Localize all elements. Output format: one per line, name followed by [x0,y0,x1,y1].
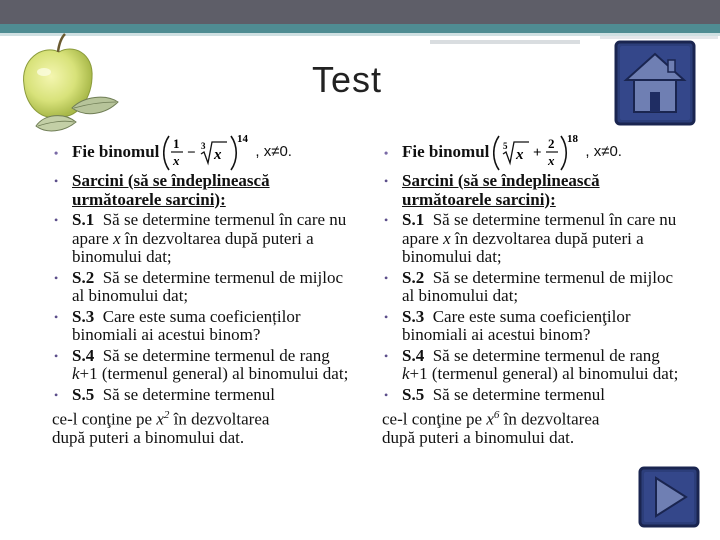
task-s3 [382,308,682,345]
binomial-formula [493,132,581,172]
list-item [382,172,682,209]
svg-text:2: 2 [548,136,555,151]
task-code: S.2 [402,267,425,287]
binomial-lead: Fie binomul [402,141,490,161]
task-code: S.4 [402,345,425,365]
task-s2 [52,269,352,306]
task-text: Să se determine termenul de rang k+1 (termenul general) al binomului dat; [72,345,349,383]
task-code: S.1 [72,210,95,229]
task-s5-continued: ce-l conţine pe $x^6$ în dezvoltarea după puteri a binomului dat. [382,409,600,448]
top-strip [600,36,718,39]
task-text: Să se determine termenul de mijloc al binomului dat; [402,267,674,305]
svg-text:14: 14 [237,133,249,145]
task-s5 [382,386,682,405]
bullet-icon: • [54,387,59,402]
bullet-icon: • [54,270,59,285]
binomial-statement [52,132,352,172]
bullet-icon: • [54,309,59,324]
tasks-heading: Sarcini (să se îndeplinească următoarele sarcini): [72,171,270,209]
home-button[interactable] [614,40,696,126]
svg-text:−: − [187,145,196,161]
binomial-condition: , x≠0. [585,142,622,160]
task-text: Să se determine termenul de mijloc al binomului dat; [72,267,344,305]
task-text: Să se determine termenul de rang k+1 (termenul general) al binomului dat; [402,345,679,383]
bullet-icon: • [384,213,389,227]
task-text: Care este suma coeficienților binomiali ai acestui binom? [72,306,301,344]
task-s3 [52,308,352,345]
svg-text:5: 5 [503,141,508,151]
bullet-icon: • [54,174,59,188]
task-text: Să se determine termenul în care nu apare x în dezvoltarea după puteri a binomului dat; [402,210,677,266]
task-s1 [382,211,682,267]
task-text: Să se determine termenul [432,384,606,404]
bullet-icon: • [54,146,59,160]
svg-text:3: 3 [201,141,206,151]
task-code: S.4 [72,345,95,365]
list-item [52,172,352,209]
task-s1 [52,211,352,267]
binomial-lead: Fie binomul [72,141,160,161]
task-code: S.3 [402,306,425,326]
binomial-formula [163,132,251,172]
bullet-icon: • [384,270,389,285]
task-s4 [382,347,682,384]
task-s5 [52,386,352,405]
task-s5-continued: ce-l conţine pe $x^2$ în dezvoltarea după puteri a binomului dat. [52,409,270,448]
task-text: Să se determine termenul în care nu apare x în dezvoltarea după puteri a binomului dat; [72,210,347,266]
svg-text:x: x [516,147,524,163]
apple-clipart [14,30,124,140]
svg-text:+: + [533,145,542,161]
svg-text:x: x [548,153,555,168]
task-code: S.5 [402,384,425,404]
svg-text:1: 1 [173,136,180,151]
task-code: S.5 [72,384,95,404]
task-code: S.3 [72,306,95,326]
svg-text:x: x [173,153,180,168]
svg-text:18: 18 [567,133,579,145]
bullet-icon: • [384,174,389,188]
bullet-icon: • [384,146,389,160]
task-text: Să se determine termenul [102,384,276,404]
bullet-icon: • [384,387,389,402]
left-column [52,132,352,450]
binomial-condition: , x≠0. [255,142,292,160]
bullet-icon: • [384,348,389,363]
svg-text:x: x [214,147,222,163]
task-s4 [52,347,352,384]
tasks-heading: Sarcini (să se îndeplinească următoarele sarcini): [402,171,600,209]
bullet-icon: • [384,309,389,324]
right-column [382,132,682,450]
top-strip [430,40,580,44]
task-s2 [382,269,682,306]
binomial-statement [382,132,682,172]
task-code: S.1 [402,210,425,229]
task-text: Care este suma coeficienţilor binomiali ai acestui binom? [402,306,631,344]
task-code: S.2 [72,267,95,287]
next-slide-button[interactable] [638,466,700,528]
bullet-icon: • [54,348,59,363]
bullet-icon: • [54,213,59,227]
slide-title: Test [312,59,383,100]
top-bar-dark [0,0,720,24]
